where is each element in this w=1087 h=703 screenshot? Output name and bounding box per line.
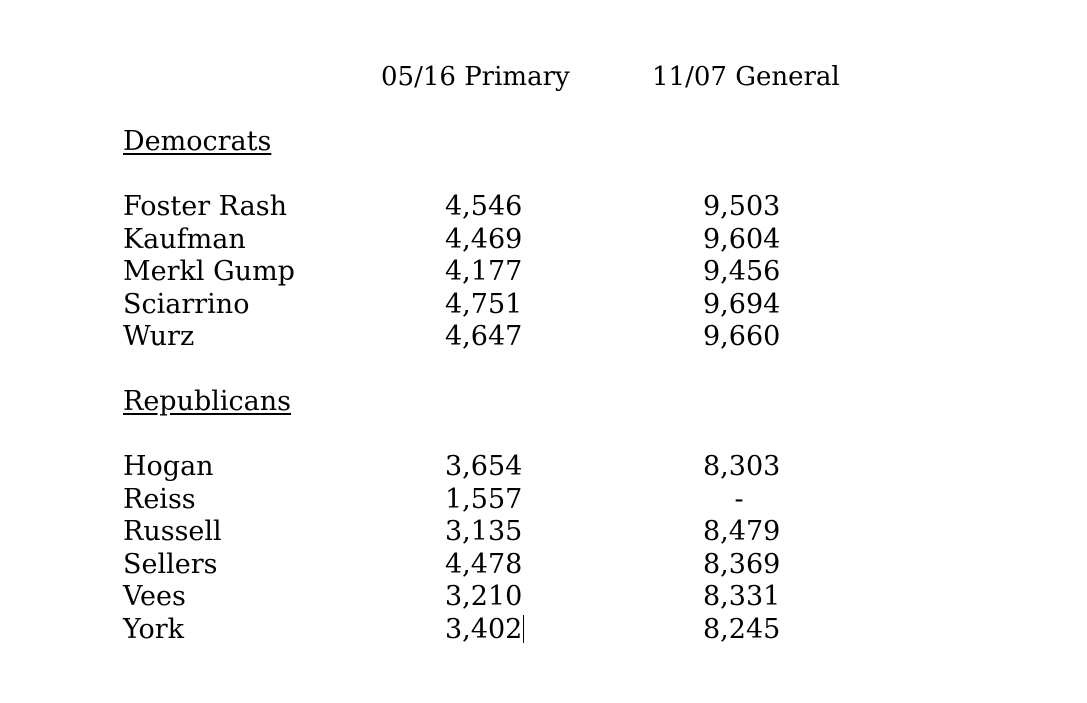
primary-votes: 4,751 xyxy=(445,288,523,320)
primary-votes: 3,210 xyxy=(445,581,523,613)
table-row xyxy=(0,255,1087,288)
table-row xyxy=(0,483,1087,516)
primary-votes: 3,135 xyxy=(445,516,523,548)
candidate-name: Sciarrino xyxy=(123,288,250,320)
primary-votes[interactable]: 3,402 xyxy=(445,613,523,645)
general-column-header: 11/07 General xyxy=(652,62,840,92)
candidate-name: Hogan xyxy=(123,451,214,482)
candidate-name: Merkl Gump xyxy=(123,256,295,288)
general-votes: 9,694 xyxy=(703,288,781,320)
table-row xyxy=(0,223,1087,256)
primary-column-header: 05/16 Primary xyxy=(381,62,570,92)
table-row xyxy=(0,190,1087,223)
candidate-name: Russell xyxy=(123,516,222,548)
democrats-rows xyxy=(0,190,1087,353)
primary-votes: 3,654 xyxy=(445,451,523,482)
table-row xyxy=(0,320,1087,353)
general-votes: 8,245 xyxy=(703,613,781,645)
candidate-name: Foster Rash xyxy=(123,191,287,222)
general-votes: 8,331 xyxy=(703,581,781,613)
candidate-name: Vees xyxy=(123,581,186,613)
general-votes: 8,369 xyxy=(703,548,781,580)
candidate-name: Kaufman xyxy=(123,223,246,255)
candidate-name: Wurz xyxy=(123,321,195,353)
primary-votes: 1,557 xyxy=(445,483,523,515)
table-row xyxy=(0,580,1087,613)
table-row xyxy=(0,288,1087,321)
general-votes: 9,604 xyxy=(703,223,781,255)
candidate-name: York xyxy=(123,613,185,645)
general-votes: 8,479 xyxy=(703,516,781,548)
general-votes: 8,303 xyxy=(703,451,781,482)
primary-votes: 4,647 xyxy=(445,321,523,353)
primary-votes: 4,469 xyxy=(445,223,523,255)
table-row xyxy=(0,515,1087,548)
table-row xyxy=(0,450,1087,483)
candidate-name: Reiss xyxy=(123,483,196,515)
primary-votes: 4,177 xyxy=(445,256,523,288)
general-votes: 9,456 xyxy=(703,256,781,288)
republicans-rows xyxy=(0,450,1087,646)
general-votes: - xyxy=(734,483,744,515)
primary-votes-with-cursor[interactable] xyxy=(445,613,524,647)
text-cursor xyxy=(523,615,524,643)
democrats-heading: Democrats xyxy=(123,126,272,157)
candidate-name: Sellers xyxy=(123,548,218,580)
primary-votes: 4,546 xyxy=(445,191,523,222)
general-votes: 9,503 xyxy=(703,191,781,222)
table-row xyxy=(0,548,1087,581)
table-row xyxy=(0,613,1087,646)
republicans-heading: Republicans xyxy=(123,386,291,417)
primary-votes: 4,478 xyxy=(445,548,523,580)
general-votes: 9,660 xyxy=(703,321,781,353)
